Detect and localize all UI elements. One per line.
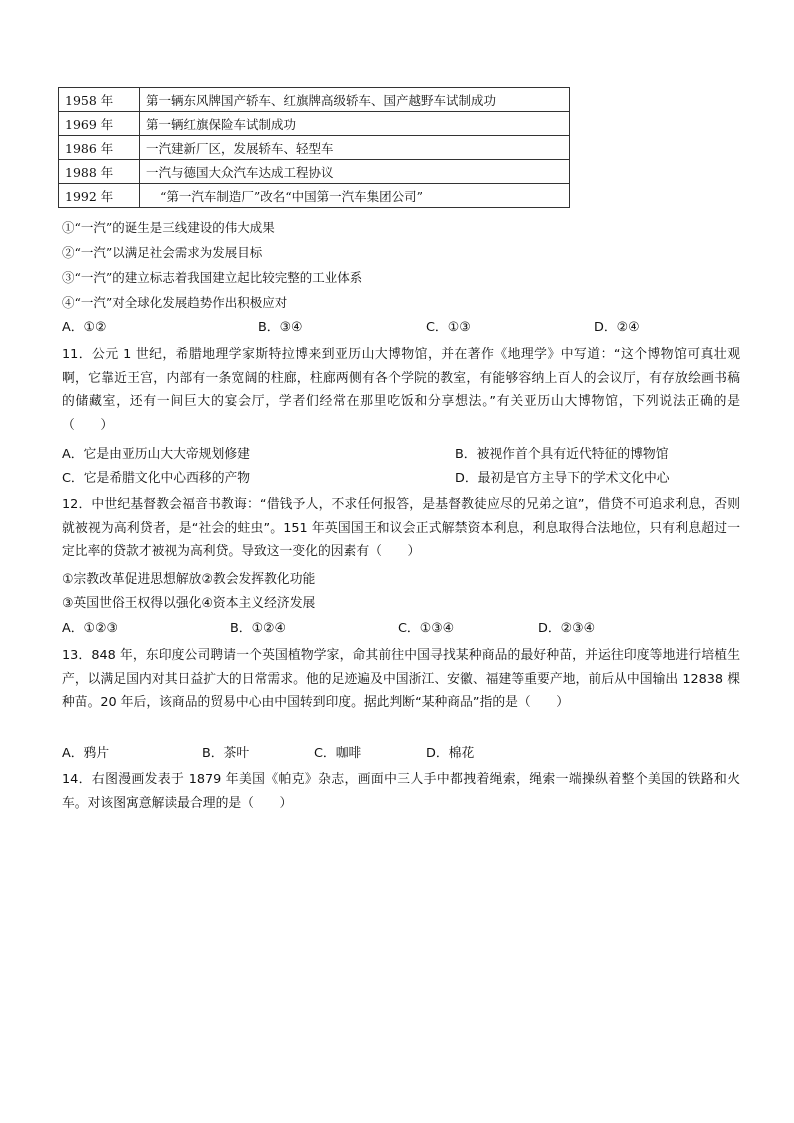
q11-option-b: B．被视作首个具有近代特征的博物馆 xyxy=(455,447,669,462)
q10-statement-1: ①“一汽”的诞生是三线建设的伟大成果 xyxy=(62,220,275,235)
q10-option-c: C．①③ xyxy=(426,320,471,335)
event-cell: 一汽建新厂区，发展轿车、轻型车 xyxy=(140,136,570,160)
q10-statement-2: ②“一汽”以满足社会需求为发展目标 xyxy=(62,245,263,260)
q11-option-c: C．它是希腊文化中心西移的产物 xyxy=(62,471,251,486)
q12-option-a: A．①②③ xyxy=(62,621,118,636)
q11-option-d: D．最初是官方主导下的学术文化中心 xyxy=(455,471,670,486)
q13-option-b: B．茶叶 xyxy=(202,746,250,761)
q12-statement-1: ①宗教改革促进思想解放②教会发挥教化功能 xyxy=(62,572,316,587)
q13-option-a: A．鸦片 xyxy=(62,746,110,761)
table-row xyxy=(59,136,570,160)
q11-stem: 11．公元 1 世纪，希腊地理学家斯特拉博来到亚历山大博物馆，并在著作《地理学》中写道：“这个博物馆可真壮观啊，它靠近王宫，内部有一条宽阔的柱廊，柱廊两侧有各个学院的教室，有能够容纳上百人的会议厅，有存放绘画书稿的储藏室，还有一间巨大的宴会厅，学者们经常在那里吃饭和分享想法。”有关亚历山大博物馆，下列说法正确的是（ ） xyxy=(62,347,740,433)
q13-option-d: D．棉花 xyxy=(426,746,475,761)
q10-statement-3: ③“一汽”的建立标志着我国建立起比较完整的工业体系 xyxy=(62,270,363,285)
year-cell: 1969 年 xyxy=(59,112,140,136)
q14-stem: 14．右图漫画发表于 1879 年美国《帕克》杂志，画面中三人手中都拽着绳索，绳索一端操纵着整个美国的铁路和火车。对该图寓意解读最合理的是（ ） xyxy=(62,772,740,811)
table-row xyxy=(59,184,570,208)
q13-option-c: C．咖啡 xyxy=(314,746,362,761)
year-cell: 1988 年 xyxy=(59,160,140,184)
q12-option-c: C．①③④ xyxy=(398,621,455,636)
event-cell: “第一汽车制造厂”改名“中国第一汽车集团公司” xyxy=(140,184,570,208)
event-cell: 第一辆红旗保险车试制成功 xyxy=(140,112,570,136)
q11-option-a: A．它是由亚历山大大帝规划修建 xyxy=(62,447,250,462)
year-cell: 1992 年 xyxy=(59,184,140,208)
q13-stem: 13．848 年，东印度公司聘请一个英国植物学家，命其前往中国寻找某种商品的最好种苗，并运往印度等地进行培植生产，以满足国内对其日益扩大的日常需求。他的足迹遍及中国浙江、安徽、福建等重要产地，前后从中国输出 12838 棵种苗。20 年后，该商品的贸易中心由中国转到印度。据此判断“某种商品”指的是（ ） xyxy=(62,648,740,710)
q10-option-d: D．②④ xyxy=(594,320,640,335)
q12-statement-2: ③英国世俗王权得以强化④资本主义经济发展 xyxy=(62,596,316,611)
q12-stem: 12．中世纪基督教会福音书教诲：“借钱予人，不求任何报答，是基督教徒应尽的兄弟之谊”，借贷不可追求利息，否则就被视为高利贷者，是“社会的蛀虫”。151 年英国国王和议会正式解禁资本利息，利息取得合法地位，只有利息超过一定比率的贷款才被视为高利贷。导致这一变化的因素有（ ） xyxy=(62,497,740,559)
q10-option-a: A．①② xyxy=(62,320,107,335)
year-cell: 1958 年 xyxy=(59,88,140,112)
q10-option-b: B．③④ xyxy=(258,320,303,335)
event-cell: 第一辆东风牌国产轿车、红旗牌高级轿车、国产越野车试制成功 xyxy=(140,88,570,112)
q12-option-b: B．①②④ xyxy=(230,621,286,636)
q12-option-d: D．②③④ xyxy=(538,621,596,636)
timeline-table xyxy=(58,87,570,208)
table-row xyxy=(59,88,570,112)
event-cell: 一汽与德国大众汽车达成工程协议 xyxy=(140,160,570,184)
table-row xyxy=(59,112,570,136)
year-cell: 1986 年 xyxy=(59,136,140,160)
q10-statement-4: ④“一汽”对全球化发展趋势作出积极应对 xyxy=(62,295,288,310)
table-row xyxy=(59,160,570,184)
